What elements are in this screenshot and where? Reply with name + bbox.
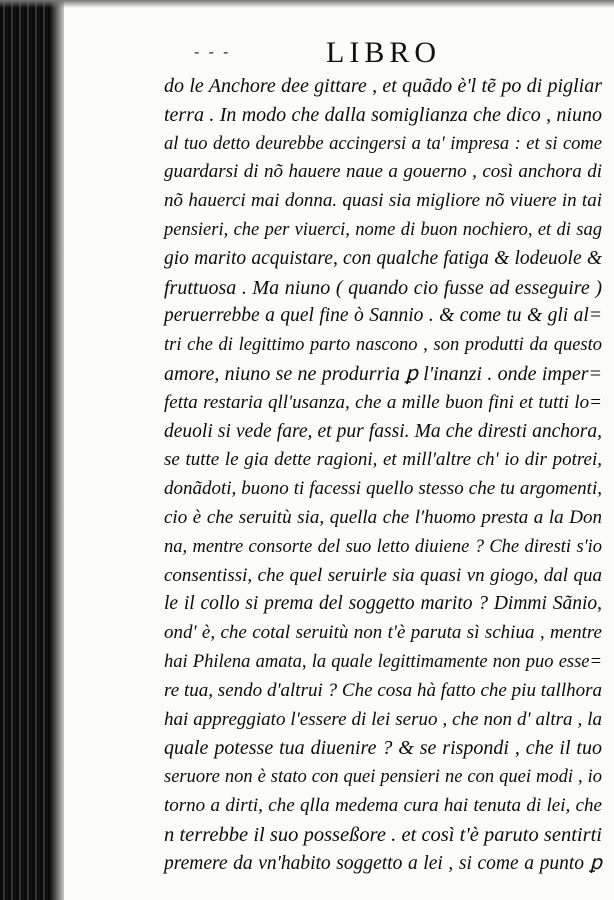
text-line: guardarsi di nõ hauere naue a gouerno , così anchora di xyxy=(164,161,602,183)
text-line: deuoli si vede fare, et pur fassi. Ma che diresti anchora, xyxy=(164,420,602,442)
text-line: donãdoti, buono ti facessi quello stesso che tu argomenti, xyxy=(164,478,602,500)
head-ornament: - - - xyxy=(194,42,231,61)
text-line: al tuo detto deurebbe accingersi a ta' impresa : et si come xyxy=(164,133,602,154)
text-line: amore, niuno se ne produrria ꝑ l'inanzi . onde imper= xyxy=(164,362,602,385)
text-line: le il collo si prema del soggetto marito ? Dimmi Sãnio, xyxy=(164,593,602,615)
page-title: LIBRO xyxy=(326,36,441,69)
text-line: nõ hauerci mai donna. quasi sia migliore nõ viuere in tai xyxy=(164,190,602,212)
text-line: tri che di legittimo parto nascono , son produtti da questo xyxy=(164,335,602,356)
text-line: consentissi, che quel seruirle sia quasi vn giogo, dal qua xyxy=(164,564,602,586)
text-line: re tua, sendo d'altrui ? Che cosa hà fatto che piu tallhora xyxy=(164,679,602,701)
text-block xyxy=(164,72,602,878)
page-gutter xyxy=(50,0,64,900)
text-line: n terrebbe il suo posseßore . et così t'è paruto sentirti xyxy=(164,823,602,846)
text-line: na, mentre consorte del suo letto diuiene ? Che diresti s'io xyxy=(164,536,602,557)
text-line: torno a dirti, che qlla medema cura hai tenuta di lei, che xyxy=(164,794,602,816)
text-line: cio è che seruitù sia, quella che l'huomo presta a la Don xyxy=(164,506,602,528)
text-line: do le Anchore dee gittare , et quãdo è'l tẽ po di pigliar xyxy=(164,75,602,97)
top-edge-shadow xyxy=(0,0,614,8)
text-line: peruerrebbe a quel fine ò Sannio . & come tu & gli al= xyxy=(164,305,602,327)
text-line: premere da vn'habito soggetto a lei , si come a punto ꝑ xyxy=(164,852,602,874)
text-line: pensieri, che per viuerci, nome di buon nochiero, et di sag xyxy=(164,219,602,240)
text-line: gio marito acquistare, con qualche fatiga & lodeuole & xyxy=(164,247,602,269)
text-line: fruttuosa . Ma niuno ( quando cio fusse ad esseguire ) xyxy=(164,276,602,299)
text-line: se tutte le gia dette ragioni, et mill'altre ch' io dir potrei, xyxy=(164,449,602,471)
text-line: seruore non è stato con quei pensieri ne con quei modi , io xyxy=(164,767,602,788)
text-line: ond' è, che cotal seruitù non t'è paruta sì schiua , mentre xyxy=(164,622,602,644)
running-head xyxy=(64,36,614,76)
text-line: hai appreggiato l'essere di lei seruo , che non d' altra , la xyxy=(164,708,602,730)
text-line: hai Philena amata, la quale legittimamente non puo esse= xyxy=(164,651,602,672)
text-line: terra . In modo che dalla somiglianza che dico , niuno xyxy=(164,103,602,126)
text-line: fetta restaria qll'usanza, che a mille buon fini et tutti lo= xyxy=(164,391,602,413)
text-line: quale potesse tua diuenire ? & se rispondi , che il tuo xyxy=(164,737,602,760)
